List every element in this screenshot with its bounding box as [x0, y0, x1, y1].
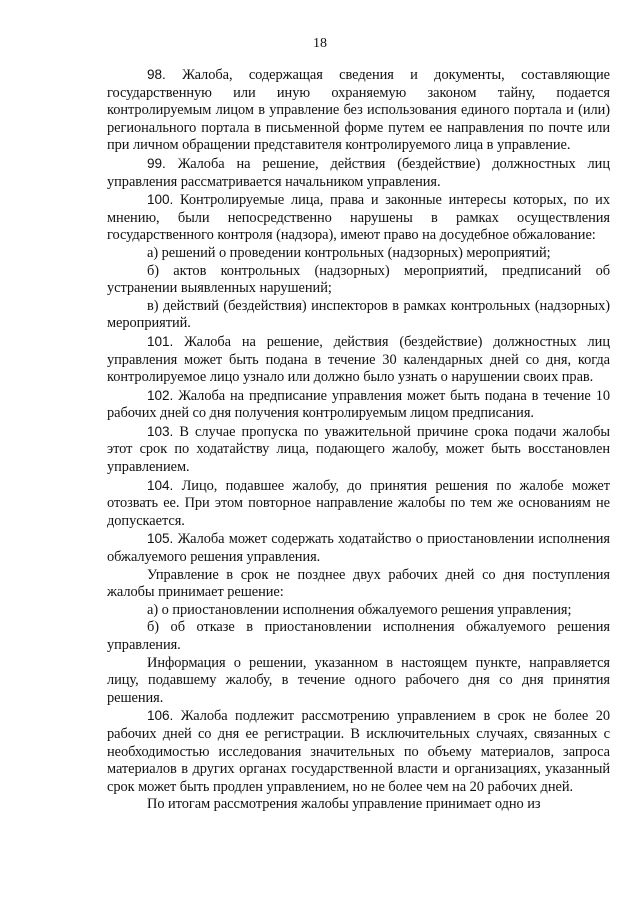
paragraph-number: 98. — [147, 67, 166, 82]
paragraph-text: Жалоба, содержащая сведения и документы, составляющие государственную или иную охраняемую законом тайну, подается контролируемым лицом в управление без использования единого портала и (или) регионального портала в письменной форме путем ее направления по почте или при личном обращении представителя контролируемого лица в управление. — [107, 67, 610, 154]
paragraph-text: а) решений о проведении контрольных (надзорных) мероприятий; — [147, 244, 551, 261]
paragraph — [107, 423, 610, 477]
paragraph — [107, 387, 610, 423]
document-body — [107, 66, 610, 814]
paragraph-number: 102. — [147, 387, 174, 403]
paragraph-text: Жалоба на решение, действия (бездействие) должностных лиц управления рассматривается начальником управления. — [107, 155, 610, 190]
paragraph — [107, 191, 610, 245]
paragraph — [107, 707, 610, 796]
paragraph-text: Жалоба может содержать ходатайство о приостановлении исполнения обжалуемого решения управления. — [107, 531, 610, 566]
paragraph-text: Жалоба на предписание управления может быть подана в течение 10 рабочих дней со дня получения контролируемым лицом предписания. — [107, 387, 610, 422]
paragraph — [107, 477, 610, 531]
paragraph-text: б) об отказе в приостановлении исполнения обжалуемого решения управления. — [107, 619, 610, 653]
paragraph-number: 99. — [147, 155, 166, 171]
paragraph — [107, 619, 610, 654]
paragraph-text: По итогам рассмотрения жалобы управление принимает одно из — [147, 796, 541, 813]
paragraph-text: Жалоба на решение, действия (бездействие) должностных лиц управления может быть подана в течение 30 календарных дней со дня, когда контролируемое лицо узнало или должно было узнать о нарушении своих прав. — [107, 333, 610, 386]
paragraph-number: 100. — [147, 192, 174, 208]
paragraph — [107, 155, 610, 191]
paragraph-text: Управление в срок не позднее двух рабочих дней со дня поступления жалобы принимает решение: — [107, 566, 610, 601]
paragraph-number: 105. — [147, 531, 174, 547]
paragraph — [107, 796, 610, 814]
paragraph — [107, 245, 610, 263]
paragraph — [107, 655, 610, 708]
paragraph — [107, 298, 610, 333]
paragraph-text: Контролируемые лица, права и законные интересы которых, по их мнению, были непосредственно нарушены в рамках осуществления государственного контроля (надзора), имеют право на досудебное обжалование: — [107, 192, 610, 244]
paragraph-text: в) действий (бездействия) инспекторов в рамках контрольных (надзорных) мероприятий. — [107, 297, 610, 332]
paragraph-text: В случае пропуска по уважительной причине срока подачи жалобы этот срок по ходатайству лица, подающего жалобу, может быть восстановлен управлением. — [107, 423, 610, 476]
paragraph — [107, 66, 610, 155]
paragraph — [107, 530, 610, 566]
paragraph-text: а) о приостановлении исполнения обжалуемого решения управления; — [147, 601, 572, 618]
paragraph-text: Лицо, подавшее жалобу, до принятия решения по жалобе может отозвать ее. При этом повторное направление жалобы по тем же основаниям не допускается. — [107, 477, 610, 529]
paragraph-text: Жалоба подлежит рассмотрению управлением в срок не более 20 рабочих дней со дня ее регистрации. В исключительных случаях, связанных с необходимостью исследования значительных по объему материалов, запроса материалов в других органах государственной власти и организациях, указанный срок может быть продлен управлением, но не более чем на 20 рабочих дней. — [107, 708, 610, 795]
paragraph — [107, 263, 610, 298]
paragraph-number: 106. — [147, 708, 174, 724]
paragraph — [107, 602, 610, 620]
paragraph — [107, 567, 610, 602]
paragraph-text: б) актов контрольных (надзорных) мероприятий, предписаний об устранении выявленных нарушений; — [107, 262, 610, 297]
paragraph-text: Информация о решении, указанном в настоящем пункте, направляется лицу, подавшему жалобу, в течение одного рабочего дня со дня принятия решения. — [107, 654, 610, 706]
paragraph-number: 101. — [147, 333, 174, 349]
page-number: 18 — [313, 36, 327, 51]
paragraph-number: 103. — [147, 423, 174, 439]
paragraph — [107, 333, 610, 387]
paragraph-number: 104. — [147, 477, 174, 493]
